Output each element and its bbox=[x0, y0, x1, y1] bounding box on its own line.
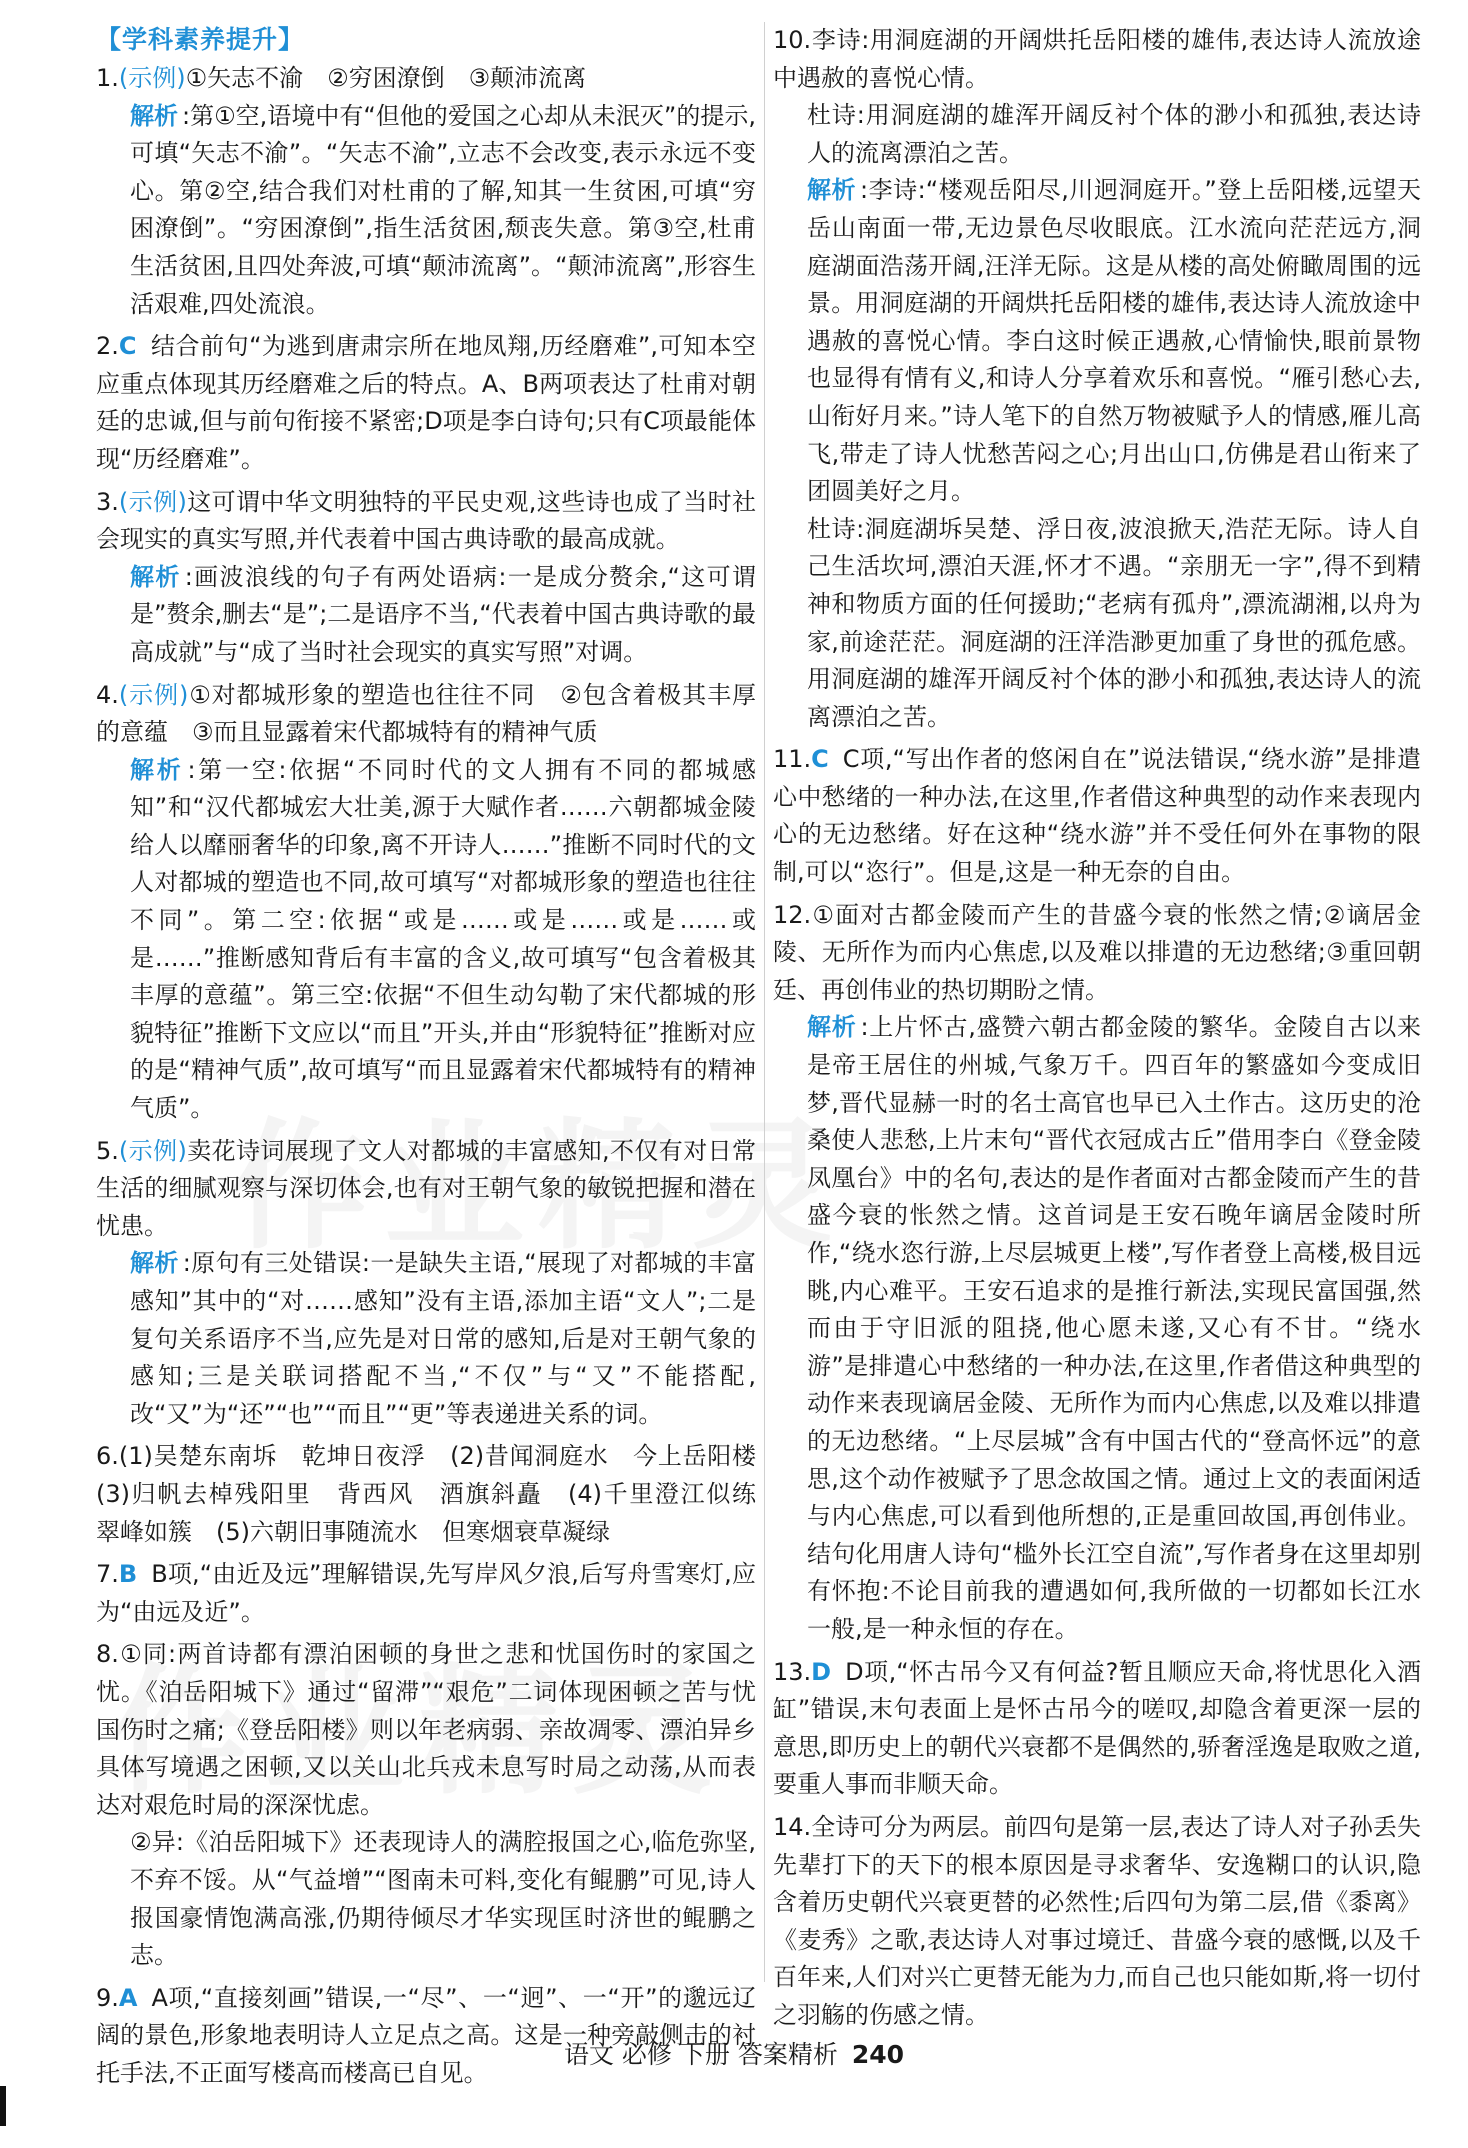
q4-analysis-label: 解析 bbox=[130, 755, 184, 784]
question-3 bbox=[96, 484, 756, 559]
q13-answer-letter: D bbox=[811, 1657, 832, 1686]
q9-number: 9. bbox=[96, 1983, 119, 2012]
corner-mark bbox=[0, 2086, 6, 2126]
question-13 bbox=[773, 1654, 1421, 1804]
q5-analysis-text: :原句有三处错误:一是缺失主语,“展现了对都城的丰富感知”其中的“对……感知”没有主语,添加主语“文人”;二是复句关系语序不当,应先是对日常的感知,后是对王朝气象的感知;三是关联词搭配不当,“不仅”与“又”不能搭配,改“又”为“还”“也”“而且”“更”等表递进关系的词。 bbox=[130, 1249, 757, 1428]
q9-answer-letter: A bbox=[118, 1983, 138, 2012]
q3-number: 3. bbox=[96, 487, 119, 516]
question-11 bbox=[773, 741, 1421, 891]
q1-number: 1. bbox=[96, 64, 119, 92]
page-footer bbox=[0, 2038, 1468, 2072]
left-column bbox=[96, 22, 780, 2092]
q4-answer: ①对都城形象的塑造也往往不同 ②包含着极其丰厚的意蕴 ③而且显露着宋代都城特有的精神气质 bbox=[96, 680, 756, 747]
q10-analysis-label: 解析 bbox=[807, 176, 857, 205]
q6-number: 6. bbox=[96, 1442, 119, 1471]
q1-analysis-text: :第①空,语境中有“但他的爱国之心却从未泯灭”的提示,可填“矢志不渝”。“矢志不渝”,立志不会改变,表示永远不变心。第②空,结合我们对杜甫的了解,知其一生贫困,可填“穷困潦倒”。“穷困潦倒”,指生活贫困,颓丧失意。第③空,杜甫生活贫困,且四处奔波,可填“颠沛流离”。“颠沛流离”,形容生活艰难,四处流浪。 bbox=[130, 101, 757, 318]
q8-number: 8. bbox=[96, 1640, 119, 1669]
q10-analysis-li: :李诗:“楼观岳阳尽,川迥洞庭开。”登上岳阳楼,远望天岳山南面一带,无边景色尽收眼底。江水流向茫茫远方,洞庭湖面浩荡开阔,汪洋无际。这是从楼的高处俯瞰周围的远景。用洞庭湖的开阔烘托岳阳楼的雄伟,表达诗人流放途中遇赦的喜悦心情。李白这时候正遇赦,心情愉快,眼前景物也显得有情有义,和诗人分享着欢乐和喜悦。“雁引愁心去,山衔好月来。”诗人笔下的自然万物被赋予人的情感,雁儿高飞,带走了诗人忧愁苦闷之心;月出山口,仿佛是君山衔来了团圆美好之月。 bbox=[807, 176, 1421, 506]
q5-analysis bbox=[96, 1245, 756, 1433]
q11-number: 11. bbox=[773, 745, 812, 774]
column-divider bbox=[764, 22, 765, 1982]
page-number: 240 bbox=[851, 2040, 905, 2069]
q1-example-label: (示例) bbox=[118, 64, 186, 92]
q7-answer-letter: B bbox=[118, 1560, 138, 1589]
question-9 bbox=[96, 1980, 756, 2093]
q3-example-label: (示例) bbox=[118, 487, 187, 516]
q9-text: A项,“直接刻画”错误,一“尽”、一“迥”、一“开”的邈远辽阔的景色,形象地表明诗人立足点之高。这是一种旁敲侧击的衬托手法,不正面写楼高而楼高已自见。 bbox=[96, 1983, 756, 2087]
q10-number: 10. bbox=[773, 26, 812, 54]
q3-analysis bbox=[96, 559, 756, 672]
q14-text: 全诗可分为两层。前四句是第一层,表达了诗人对子孙丢失先辈打下的天下的根本原因是寻求奢华、安逸糊口的认识,隐含着历史朝代兴衰更替的必然性;后四句为第二层,借《黍离》《麦秀》之歌,表达诗人对事过境迁、昔盛今衰的感慨,以及千百年来,人们对兴亡更替无能为力,而自己也只能如斯,将一切付之羽觞的伤感之情。 bbox=[773, 1812, 1421, 2029]
q3-analysis-label: 解析 bbox=[130, 562, 181, 591]
q6-text: (1)吴楚东南坼 乾坤日夜浮 (2)昔闻洞庭水 今上岳阳楼 (3)归帆去棹残阳里 背西风 酒旗斜矗 (4)千里澄江似练 翠峰如簇 (5)六朝旧事随流水 但寒烟衰草凝绿 bbox=[96, 1442, 780, 1546]
q3-analysis-text: :画波浪线的句子有两处语病:一是成分赘余,“这可谓是”赘余,删去“是”;二是语序不当,“代表着中国古典诗歌的最高成就”与“成了当时社会现实的真实写照”对调。 bbox=[130, 562, 757, 666]
section-title: 【学科素养提升】 bbox=[96, 25, 305, 54]
q10-du-answer: 杜诗:用洞庭湖的雄浑开阔反衬个体的渺小和孤独,表达诗人的流离漂泊之苦。 bbox=[807, 101, 1421, 167]
question-6 bbox=[96, 1438, 780, 1551]
q1-analysis bbox=[96, 98, 756, 324]
question-1 bbox=[96, 60, 756, 98]
q5-number: 5. bbox=[96, 1136, 119, 1165]
q13-text: D项,“怀古吊今又有何益?暂且顺应天命,将忧思化入酒缸”错误,末句表面上是怀古吊今的嗟叹,却隐含着更深一层的意思,即历史上的朝代兴衰都不是偶然的,骄奢淫逸是取败之道,要重人事而非顺天命。 bbox=[773, 1657, 1421, 1799]
q14-number: 14. bbox=[773, 1812, 812, 1841]
question-12 bbox=[773, 897, 1421, 1010]
q4-analysis-text: :第一空:依据“不同时代的文人拥有不同的都城感知”和“汉代都城宏大壮美,源于大赋作者……六朝都城金陵给人以靡丽奢华的印象,离不开诗人……”推断不同时代的文人对都城的塑造也不同,故可填写“对都城形象的塑造也往往不同”。第二空:依据“或是……或是……或是……或是……”推断感知背后有丰富的含义,故可填写“包含着极其丰厚的意蕴”。第三空:依据“不但生动勾勒了宋代都城的形貌特征”推断下文应以“而且”开头,并由“形貌特征”推断对应的是“精神气质”,故可填写“而且显露着宋代都城特有的精神气质”。 bbox=[130, 755, 756, 1123]
q8-text-same: ①同:两首诗都有漂泊困顿的身世之悲和忧国伤时的家国之忧。《泊岳阳城下》通过“留滞”“艰危”二词体现困顿之苦与忧国伤时之痛;《登岳阳楼》则以年老病弱、亲故凋零、漂泊异乡具体写境遇之困顿,又以关山北兵戎未息写时局之动荡,从而表达对艰危时局的深深忧虑。 bbox=[96, 1640, 756, 1819]
q10-analysis bbox=[773, 172, 1421, 510]
q11-text: C项,“写出作者的悠闲自在”说法错误,“绕水游”是排遣心中愁绪的一种办法,在这里,作者借这种典型的动作来表现内心的无边愁绪。好在这种“绕水游”并不受任何外在事物的限制,可以“恣行”。但是,这是一种无奈的自由。 bbox=[773, 745, 1421, 887]
q12-analysis-label: 解析 bbox=[807, 1013, 857, 1042]
right-column bbox=[773, 22, 1421, 2034]
q7-number: 7. bbox=[96, 1560, 119, 1589]
q2-text: 结合前句“为逃到唐肃宗所在地凤翔,历经磨难”,可知本空应重点体现其历经磨难之后的特点。A、B两项表达了杜甫对朝廷的忠诚,但与前句衔接不紧密;D项是李白诗句;只有C项最能体现“历经磨难”。 bbox=[96, 332, 756, 473]
q12-answer: ①面对古都金陵而产生的昔盛今衰的怅然之情;②谪居金陵、无所作为而内心焦虑,以及难以排遣的无边愁绪;③重回朝廷、再创伟业的热切期盼之情。 bbox=[773, 900, 1421, 1004]
q12-number: 12. bbox=[773, 900, 812, 929]
q5-analysis-label: 解析 bbox=[130, 1249, 179, 1278]
q4-number: 4. bbox=[96, 680, 119, 709]
q3-answer: 这可谓中华文明独特的平民史观,这些诗也成了当时社会现实的真实写照,并代表着中国古典诗歌的最高成就。 bbox=[96, 487, 756, 554]
question-10 bbox=[773, 22, 1421, 97]
question-14 bbox=[773, 1809, 1421, 2035]
q8-text-diff: ②异:《泊岳阳城下》还表现诗人的满腔报国之心,临危弥坚,不弃不馁。从“气益增”“图南未可料,变化有鲲鹏”可见,诗人报国豪情饱满高涨,仍期待倾尽才华实现匡时济世的鲲鹏之志。 bbox=[130, 1828, 756, 1970]
q12-analysis bbox=[773, 1009, 1421, 1648]
q7-text: B项,“由近及远”理解错误,先写岸风夕浪,后写舟雪寒灯,应为“由远及近”。 bbox=[96, 1560, 756, 1626]
q12-analysis-text: :上片怀古,盛赞六朝古都金陵的繁华。金陵自古以来是帝王居住的州城,气象万千。四百年的繁盛如今变成旧梦,晋代显赫一时的名士高官也早已入土作古。这历史的沧桑使人悲愁,上片末句“晋代衣冠成古丘”借用李白《登金陵凤凰台》中的名句,表达的是作者面对古都金陵而产生的昔盛今衰的怅然之情。这首词是王安石晚年谪居金陵时所作,“绕水恣行游,上尽层城更上楼”,写作者登上高楼,极目远眺,内心难平。王安石追求的是推行新法,实现民富国强,然而由于守旧派的阻挠,他心愿未遂,又心有不甘。“绕水游”是排遣心中愁绪的一种办法,在这里,作者借这种典型的动作来表现谪居金陵、无所作为而内心焦虑,以及难以排遣的无边愁绪。“上尽层城”含有中国古代的“登高怀远”的意思,这个动作被赋予了思念故国之情。通过上文的表面闲适与内心焦虑,可以看到他所想的,正是重回故国,再创伟业。结句化用唐人诗句“槛外长江空自流”,写作者身在这里却别有怀抱:不论目前我的遭遇如何,我所做的一切都如长江水一般,是一种永恒的存在。 bbox=[807, 1013, 1422, 1643]
q11-answer-letter: C bbox=[811, 745, 829, 774]
q1-answer: ①矢志不渝 ②穷困潦倒 ③颠沛流离 bbox=[185, 64, 587, 92]
q5-example-label: (示例) bbox=[118, 1136, 187, 1165]
footer-title: 语文 必修 下册 答案精析 bbox=[563, 2040, 838, 2069]
q10-analysis-du: 杜诗:洞庭湖坼吴楚、浮日夜,波浪掀天,浩茫无际。诗人自己生活坎坷,漂泊天涯,怀才不遇。“亲朋无一字”,得不到精神和物质方面的任何援助;“老病有孤舟”,漂流湖湘,以舟为家,前途茫茫。洞庭湖的汪洋浩渺更加重了身世的孤危感。用洞庭湖的雄浑开阔反衬个体的渺小和孤独,表达诗人的流离漂泊之苦。 bbox=[807, 514, 1421, 731]
q2-answer-letter: C bbox=[118, 332, 137, 361]
q1-analysis-label: 解析 bbox=[130, 101, 179, 130]
question-5 bbox=[96, 1133, 756, 1246]
q13-number: 13. bbox=[773, 1657, 812, 1686]
q4-example-label: (示例) bbox=[118, 680, 189, 709]
q10-li-answer: 李诗:用洞庭湖的开阔烘托岳阳楼的雄伟,表达诗人流放途中遇赦的喜悦心情。 bbox=[773, 26, 1421, 92]
q2-number: 2. bbox=[96, 332, 119, 361]
q5-answer: 卖花诗词展现了文人对都城的丰富感知,不仅有对日常生活的细腻观察与深切体会,也有对王朝气象的敏锐把握和潜在忧患。 bbox=[96, 1136, 756, 1240]
question-8 bbox=[96, 1636, 756, 1824]
question-4 bbox=[96, 677, 756, 752]
question-7 bbox=[96, 1556, 756, 1631]
q4-analysis bbox=[96, 752, 756, 1128]
question-2 bbox=[96, 328, 756, 478]
